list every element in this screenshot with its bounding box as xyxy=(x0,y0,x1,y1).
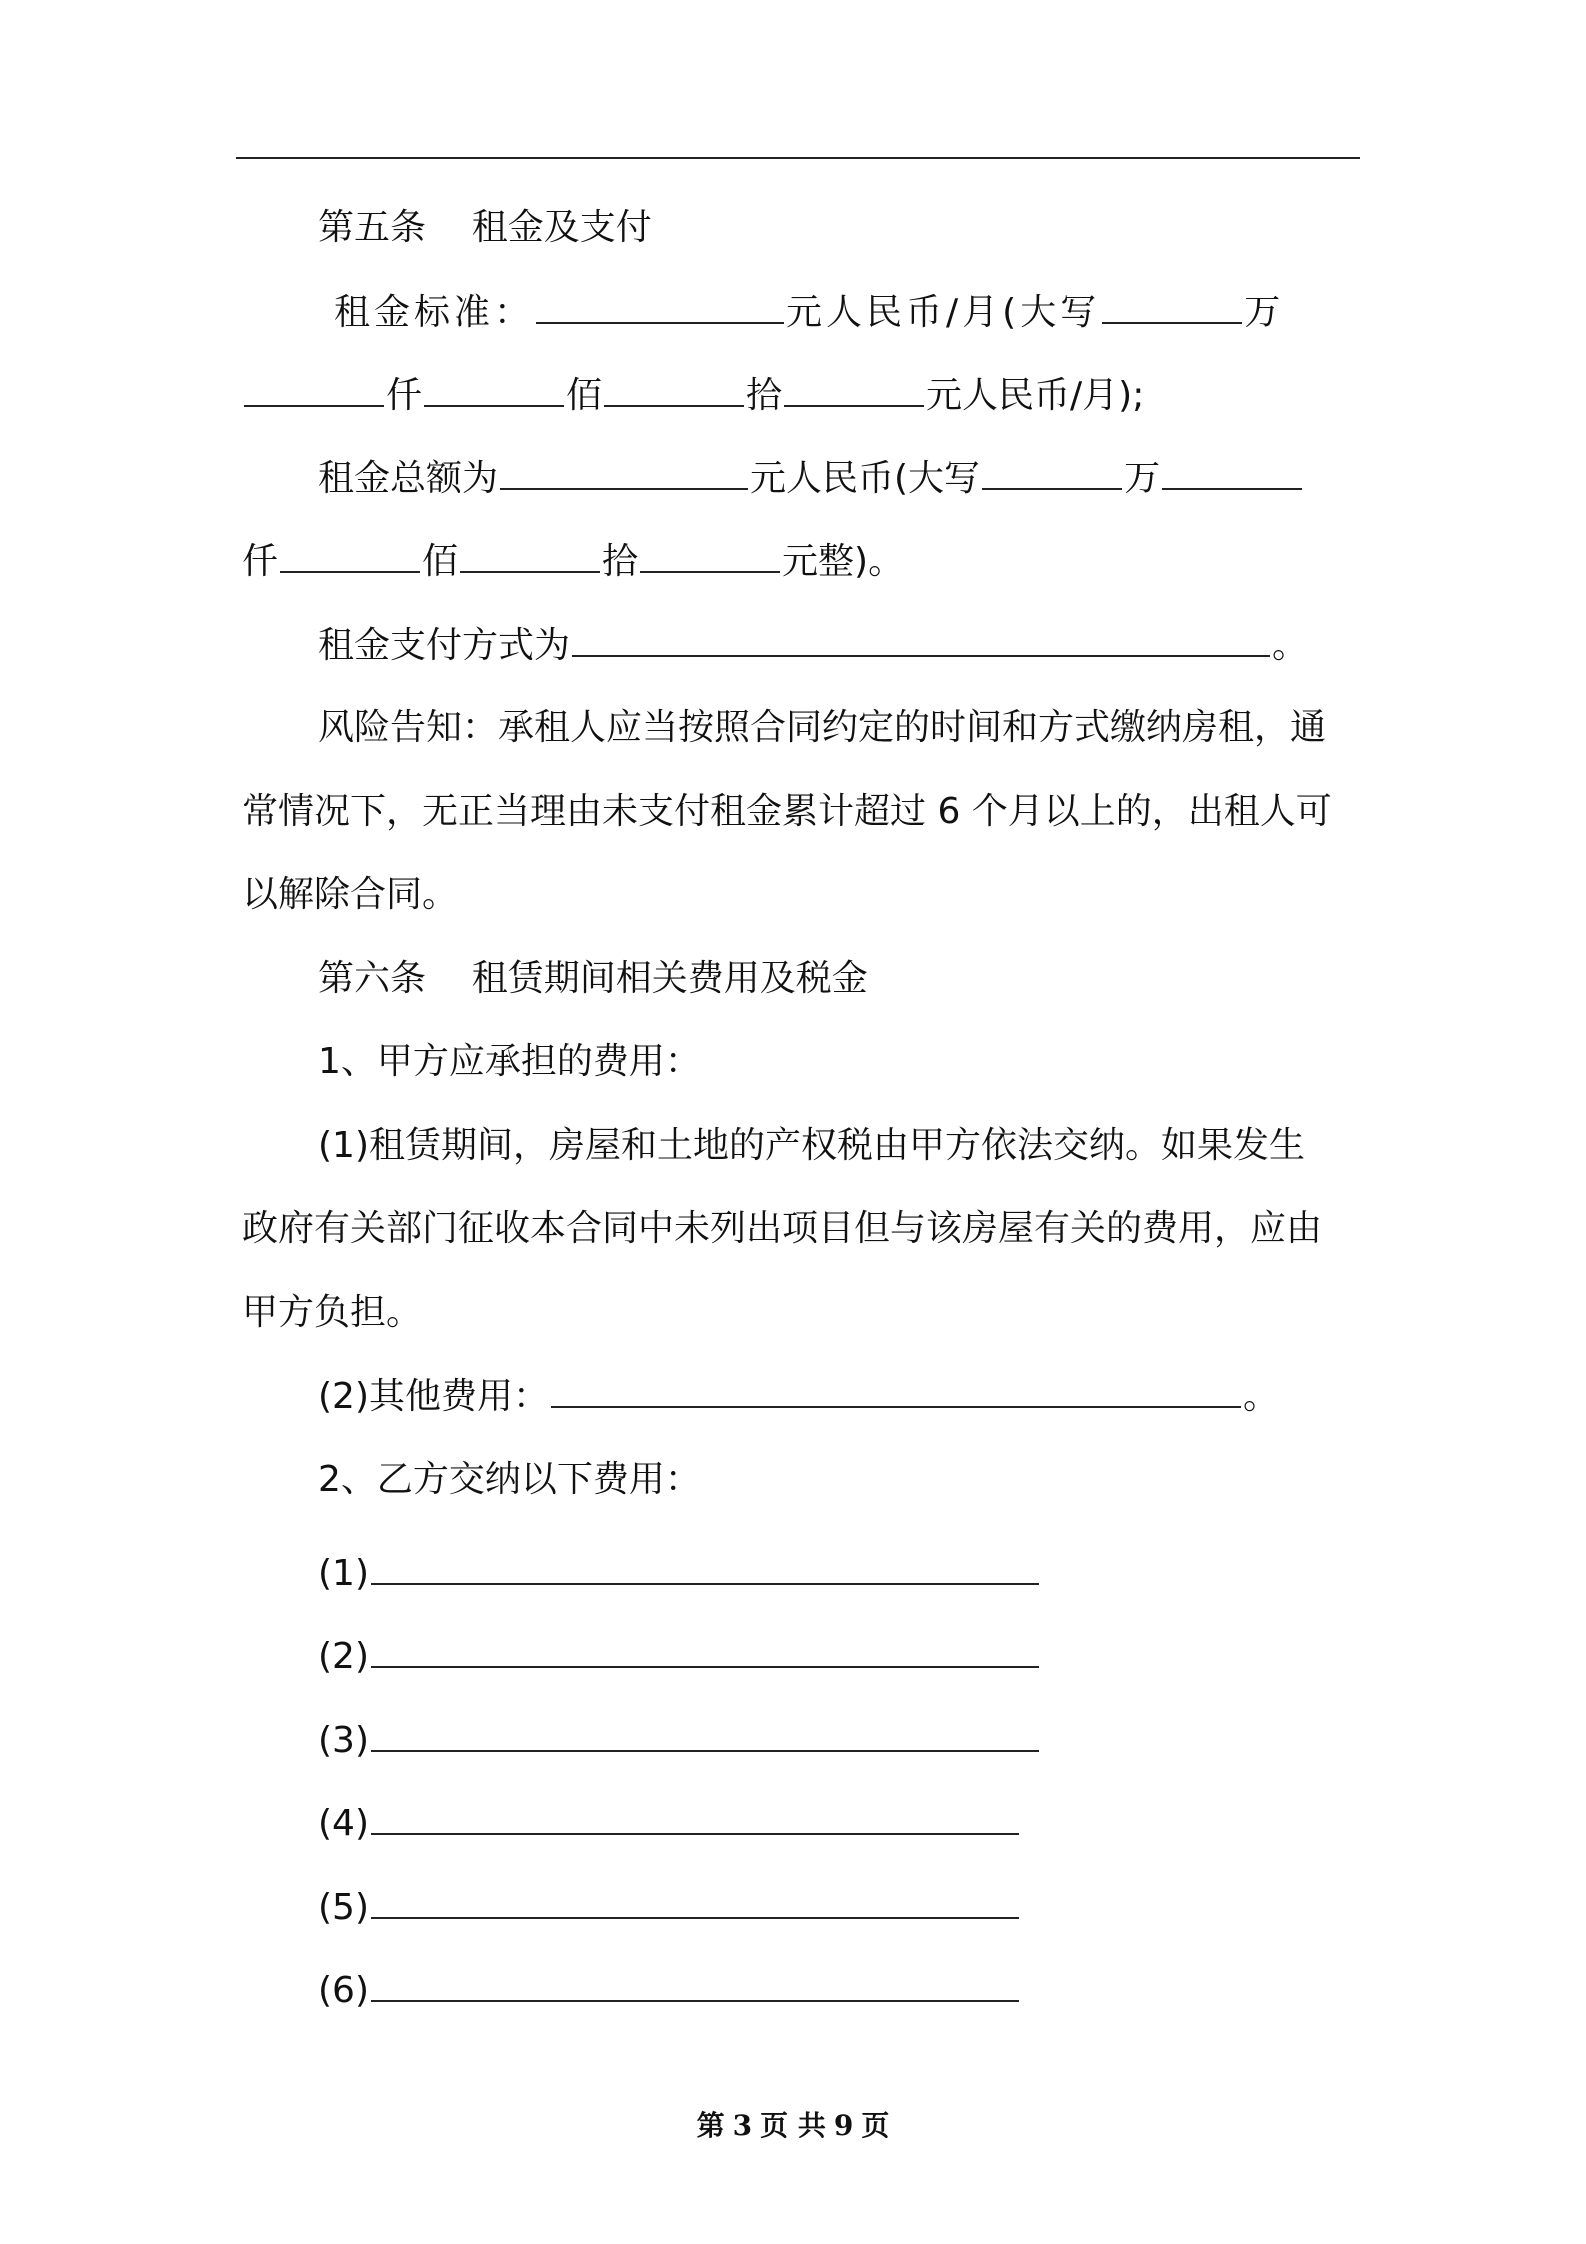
party-b-fee-item xyxy=(318,1972,1021,2009)
total-pages: 9 xyxy=(833,2109,854,2142)
article-6-title: 第六条 租赁期间相关费用及税金 xyxy=(318,958,868,999)
page-footer xyxy=(0,2104,1586,2144)
party-a-fee-1-line-1: (1)租赁期间，房屋和土地的产权税由甲方依法交纳。如果发生 xyxy=(318,1125,1305,1166)
rent-total-wan-blank[interactable] xyxy=(982,460,1122,490)
risk-notice-line-3: 以解除合同。 xyxy=(242,874,459,915)
party-b-fee-item xyxy=(318,1722,1041,1759)
item-number: (4) xyxy=(318,1803,369,1844)
shi-char: 拾 xyxy=(746,375,783,416)
party-a-fee-1-line-2: 政府有关部门征收本合同中未列出项目但与该房屋有关的费用，应由 xyxy=(242,1208,1323,1249)
payment-method-line xyxy=(318,627,1308,664)
article-5-title: 第五条 租金及支付 xyxy=(318,207,652,248)
wan-char: 万 xyxy=(1244,292,1285,333)
party-b-fee-blank[interactable] xyxy=(371,1638,1039,1668)
rent-total-line xyxy=(318,460,1304,497)
period: 。 xyxy=(1243,1376,1280,1417)
payment-method-blank[interactable] xyxy=(572,627,1270,657)
risk-notice-line-1: 风险告知：承租人应当按照合同约定的时间和方式缴纳房租，通 xyxy=(318,707,1327,748)
header-rule xyxy=(236,157,1360,159)
rent-total-label: 租金总额为 xyxy=(318,458,499,499)
rent-total-blank[interactable] xyxy=(500,460,748,490)
rent-total-qian-pre-blank[interactable] xyxy=(1162,460,1302,490)
item-number: (3) xyxy=(318,1720,369,1761)
rent-standard-bai-blank[interactable] xyxy=(424,377,564,407)
item-number: (1) xyxy=(318,1553,369,1594)
qian-char: 仟 xyxy=(242,541,279,582)
rent-standard-wan-blank[interactable] xyxy=(1102,294,1242,324)
other-fees-label: (2)其他费用： xyxy=(318,1376,549,1417)
party-b-fees-heading: 2、乙方交纳以下费用： xyxy=(318,1459,701,1500)
footer-pre: 第 xyxy=(696,2109,725,2142)
party-a-fee-1-line-3: 甲方负担。 xyxy=(242,1292,423,1333)
party-b-fee-blank[interactable] xyxy=(371,1889,1019,1919)
item-number: (6) xyxy=(318,1970,369,2011)
footer-mid: 页 共 xyxy=(760,2109,826,2142)
party-b-fee-blank[interactable] xyxy=(371,1972,1019,2002)
rent-standard-unit: 元人民币/月(大写 xyxy=(786,292,1101,333)
rent-standard-line xyxy=(334,294,1284,331)
rent-standard-line-2 xyxy=(242,377,1144,414)
bai-char: 佰 xyxy=(422,541,459,582)
bai-char: 佰 xyxy=(566,375,603,416)
payment-method-label: 租金支付方式为 xyxy=(318,625,571,666)
party-b-fee-item xyxy=(318,1889,1021,1926)
rent-total-end: 元整)。 xyxy=(782,541,905,582)
rent-total-shi-blank[interactable] xyxy=(460,543,600,573)
rent-total-yuan-blank[interactable] xyxy=(640,543,780,573)
party-a-fee-2-line xyxy=(318,1378,1279,1415)
period: 。 xyxy=(1272,625,1309,666)
footer-post: 页 xyxy=(861,2109,890,2142)
rent-standard-label: 租金标准： xyxy=(334,292,535,333)
shi-char: 拾 xyxy=(602,541,639,582)
qian-char: 仟 xyxy=(386,375,423,416)
rent-standard-yuan-blank[interactable] xyxy=(784,377,924,407)
other-fees-blank[interactable] xyxy=(551,1378,1241,1408)
rent-total-unit: 元人民币(大写 xyxy=(750,458,981,499)
rent-total-line-2 xyxy=(242,543,904,580)
wan-char: 万 xyxy=(1124,458,1161,499)
rent-standard-blank[interactable] xyxy=(536,294,784,324)
rent-standard-qian-blank[interactable] xyxy=(244,377,384,407)
party-b-fee-item xyxy=(318,1805,1021,1842)
rent-standard-shi-blank[interactable] xyxy=(604,377,744,407)
rent-total-bai-blank[interactable] xyxy=(280,543,420,573)
party-b-fee-blank[interactable] xyxy=(371,1722,1039,1752)
risk-notice-line-2: 常情况下，无正当理由未支付租金累计超过 6 个月以上的，出租人可 xyxy=(242,791,1332,832)
item-number: (2) xyxy=(318,1636,369,1677)
rent-standard-end: 元人民币/月); xyxy=(926,375,1145,416)
party-b-fee-blank[interactable] xyxy=(371,1555,1039,1585)
page-number: 3 xyxy=(732,2109,753,2142)
item-number: (5) xyxy=(318,1887,369,1928)
party-b-fee-item xyxy=(318,1638,1041,1675)
party-b-fee-blank[interactable] xyxy=(371,1805,1019,1835)
party-a-fees-heading: 1、甲方应承担的费用： xyxy=(318,1041,701,1082)
party-b-fee-item xyxy=(318,1555,1041,1592)
